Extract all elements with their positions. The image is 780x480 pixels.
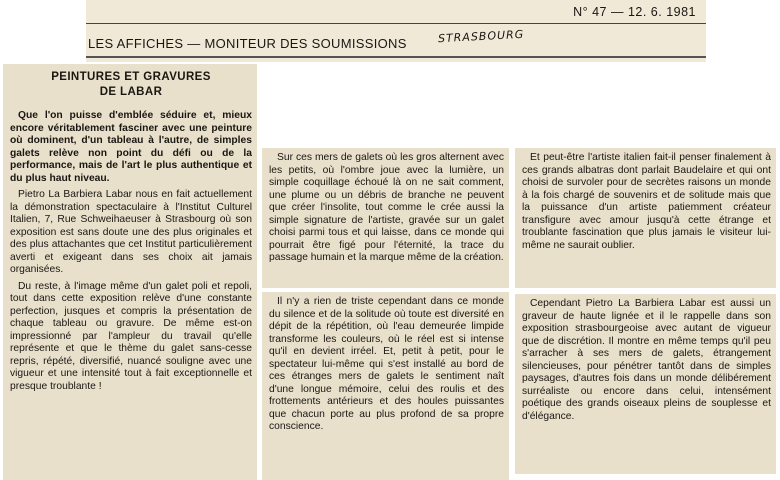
article-lead bbox=[10, 110, 252, 185]
body-paragraph: Cependant Pietro La Barbiera Labar est aussi un graveur de haute lignée et il le rappelle dans son exposition strasbourgeoise avec autant de vigueur que de discrétion. Il montre en même temps qu'il peu s'arracher à ses mers de galets, étrangement silencieuses, pour pénétrer tantôt dans de simples paysages, d'autres fois dans un monde délibérement surréaliste ou encore dans celui, intensément poétique des grands oiseaux pleins de souplesse et d'élégance. bbox=[522, 298, 771, 422]
lead-paragraph: Que l'on puisse d'emblée séduire et, mieux encore véritablement fasciner avec une peinture où dominent, d'un tableau à l'autre, de simples galets relève non point du défi ou de la performance, mais de l'art le plus authentique et du plus haut niveau. bbox=[10, 110, 252, 184]
handwritten-city: STRASBOURG bbox=[437, 27, 525, 46]
body-paragraph: Sur ces mers de galets où les gros alternent avec les petits, où l'ombre joue avec la lumière, un simple coquillage échoué là on ne sait comment, une plume ou un débris de branche ne peuvent que créer l'insolite, tout comme le crée aussi la simple signature de l'artiste, gravée sur un galet choisi parmi tous et qui laisse, dans ce monde qui pourrait être figé pour l'éternité, la trace du passage humain et la marque même de la création. bbox=[269, 152, 504, 263]
article-column-right-top bbox=[515, 148, 776, 288]
article-column-left bbox=[3, 64, 257, 480]
masthead-clipping bbox=[86, 0, 706, 62]
body-paragraph: Et peut-être l'artiste italien fait-il penser finalement à ces grands albatras dont parlait Baudelaire et qui ont choisi de survoler pour de secrètes raisons un monde à la fois chargé de souvenirs et de solitude mais que la puissance d'un artiste patiemment créateur transfigure avec amour jusqu'à cette étrange et troublante fascination que plus jamais le visiteur lui-même ne saurait oublier. bbox=[522, 152, 771, 251]
article-column-right-bottom bbox=[515, 294, 776, 474]
top-rule bbox=[86, 23, 706, 24]
masthead-rule bbox=[86, 56, 706, 58]
body-paragraph: Pietro La Barbiera Labar nous en fait actuellement la démonstration spectaculaire à l'Institut Culturel Italien, 7, Rue Schweihaeuser à Strasbourg où son exposition est sans doute une des plus originales et des plus attachantes que cet Institut particulièrement averti et exigeant dans ses choix ait jamais organisées. bbox=[10, 189, 252, 275]
headline-line-2: DE LABAR bbox=[99, 86, 163, 98]
article-column-middle-top bbox=[262, 148, 509, 288]
body-paragraph: Du reste, à l'image même d'un galet poli et repoli, tout dans cette exposition relève d'une constante perfection, jusques et compris la présentation de chaque tableau ou gravure. De même est-on impressionné par l'ampleur du travail qu'elle représente et que le thème du galet sans-cesse repris, répété, diversifié, nuancé souligne avec une vigueur et une intensité tout à fait exceptionnelle et presque troublante ! bbox=[10, 280, 252, 392]
body-paragraph: Il n'y a rien de triste cependant dans ce monde du silence et de la solitude où toute est diversité en dépit de la répétition, où l'eau demeurée limpide transforme les couleurs, où le réel est si intense qu'il en devient irréel. Et, petit à petit, pour le spectateur lui-même qui s'est installé au bord de ces étranges mers de galets le sentiment naît d'une longue mémoire, celui des roulis et des frottements antérieurs et des houles puissantes que chacun porte au plus profond de sa propre conscience. bbox=[269, 296, 504, 432]
article-headline bbox=[10, 70, 252, 100]
headline-line-1: PEINTURES ET GRAVURES bbox=[51, 71, 211, 83]
issue-date: N° 47 — 12. 6. 1981 bbox=[573, 5, 696, 19]
newspaper-masthead: LES AFFICHES — MONITEUR DES SOUMISSIONS bbox=[88, 36, 407, 51]
article-column-middle-bottom bbox=[262, 292, 509, 480]
